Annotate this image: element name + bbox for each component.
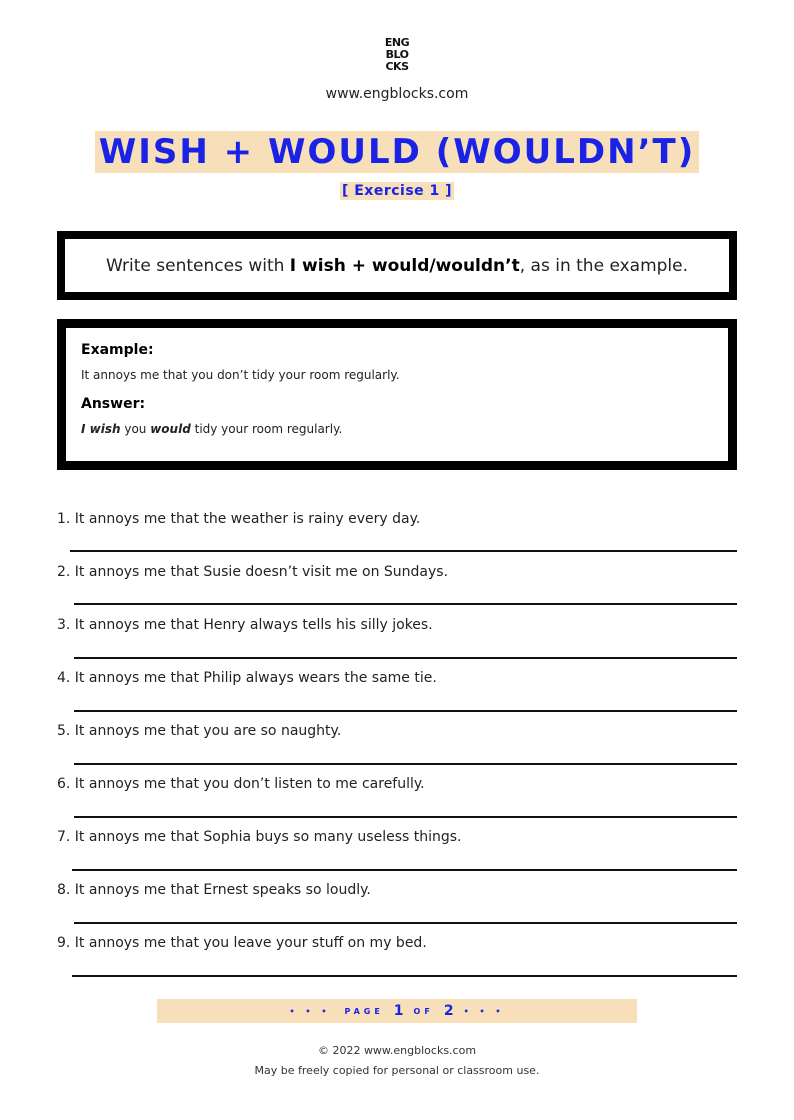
question-8: 8. It annoys me that Ernest speaks so loudly. [57,882,371,898]
exercise-label: [ Exercise 1 ] [341,183,453,199]
answer-label: Answer: [81,396,146,412]
copyright: © 2022 www.engblocks.com [317,1044,477,1057]
logo-line-1: ENG [384,36,410,49]
question-2: 2. It annoys me that Susie doesn’t visit me on Sundays. [57,564,449,580]
answer-line-7[interactable] [72,869,737,871]
question-9: 9. It annoys me that you leave your stuff on my bed. [57,935,427,951]
question-6: 6. It annoys me that you don’t listen to me carefully. [57,776,425,792]
question-3: 3. It annoys me that Henry always tells his silly jokes. [57,617,433,633]
question-7: 7. It annoys me that Sophia buys so many useless things. [57,829,462,845]
answer-line-6[interactable] [74,816,737,818]
answer-line-3[interactable] [74,657,737,659]
page-title: WISH + WOULD (WOULDN’T) [95,131,700,173]
page-total: 2 [443,1003,454,1019]
dots-left: • • • [289,1006,331,1016]
answer-line-9[interactable] [72,975,737,977]
answer-line-8[interactable] [74,922,737,924]
example-text: It annoys me that you don’t tidy your room regularly. [81,368,400,382]
example-label: Example: [81,342,154,358]
instruction-text: Write sentences with I wish + would/wouldn’t, as in the example. [105,255,689,276]
answer-text: I wish you would tidy your room regularly. [81,422,343,436]
answer-line-2[interactable] [74,603,737,605]
instruction-box [57,231,737,300]
logo-line-3: CKS [385,60,409,73]
question-5: 5. It annoys me that you are so naughty. [57,723,342,739]
answer-line-4[interactable] [74,710,737,712]
page-word: PAGE [344,1006,384,1016]
question-1: 1. It annoys me that the weather is rainy every day. [57,511,421,527]
answer-line-5[interactable] [74,763,737,765]
of-word: OF [413,1006,434,1016]
logo-line-2: BLO [385,48,409,61]
example-box [57,319,737,470]
page-indicator [157,999,637,1023]
question-4: 4. It annoys me that Philip always wears the same tie. [57,670,437,686]
site-url[interactable]: www.engblocks.com [325,86,469,102]
page-current: 1 [393,1003,404,1019]
engblocks-logo [0,37,794,73]
usage-note: May be freely copied for personal or classroom use. [254,1064,540,1077]
dots-right: • • • [463,1006,505,1016]
answer-line-1[interactable] [70,550,737,552]
